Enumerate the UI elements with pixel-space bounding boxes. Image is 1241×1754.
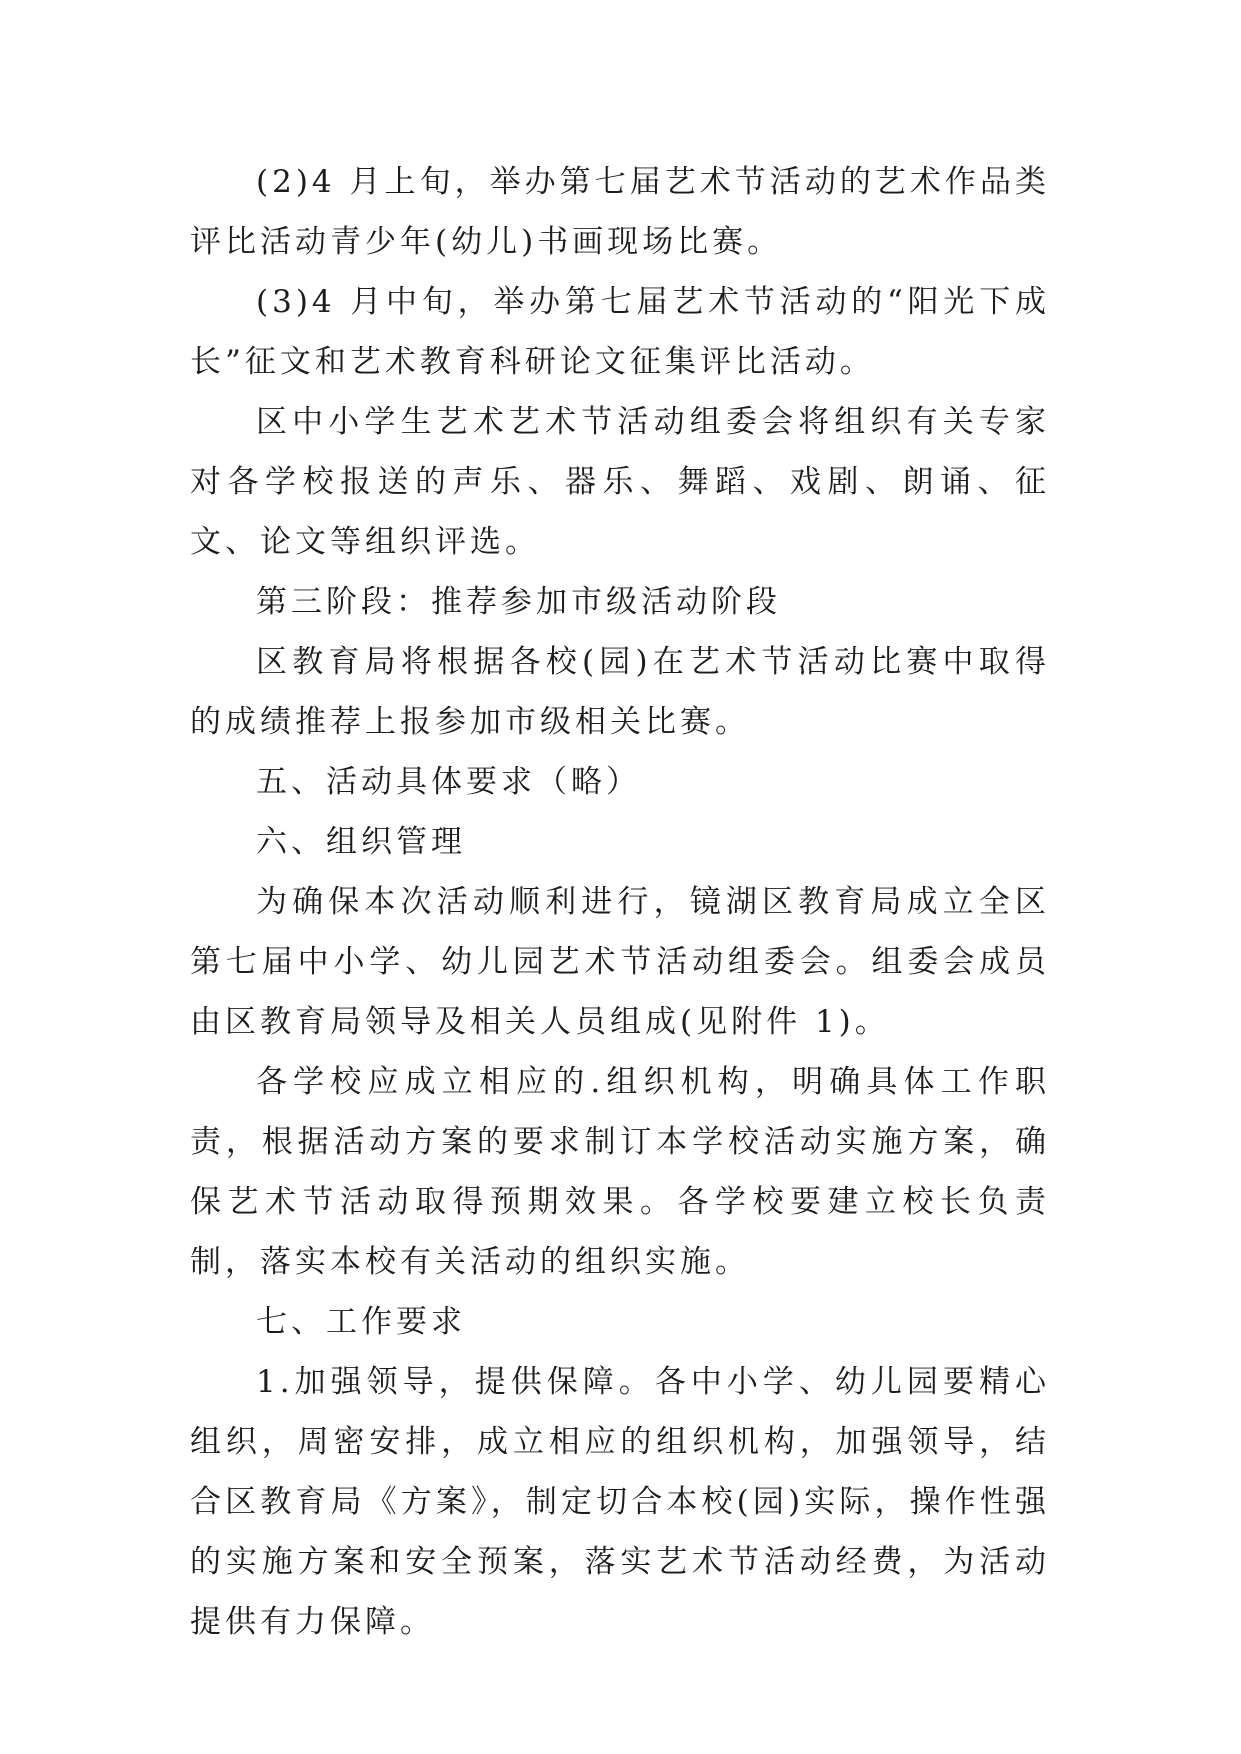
paragraph-organizing-committee: 为确保本次活动顺利进行，镜湖区教育局成立全区第七届中小学、幼儿园艺术节活动组委会。组委会成员由区教育局领导及相关人员组成(见附件 1)。 <box>190 884 1050 1040</box>
paragraph-item-3-schedule: (3)4 月中旬，举办第七届艺术节活动的“阳光下成长”征文和艺术教育科研论文征集评比活动。 <box>190 284 1050 380</box>
document-body <box>190 152 1050 1652</box>
paragraph-item-2-schedule: (2)4 月上旬，举办第七届艺术节活动的艺术作品类评比活动青少年(幼儿)书画现场比赛。 <box>190 164 1050 260</box>
paragraph-committee-evaluation: 区中小学生艺术艺术节活动组委会将组织有关专家对各学校报送的声乐、器乐、舞蹈、戏剧、朗诵、征文、论文等组织评选。 <box>190 404 1050 560</box>
section-seven-heading: 七、工作要求 <box>256 1304 466 1340</box>
section-six-heading: 六、组织管理 <box>256 824 466 860</box>
paragraph-recommendation: 区教育局将根据各校(园)在艺术节活动比赛中取得的成绩推荐上报参加市级相关比赛。 <box>190 644 1050 740</box>
paragraph-work-requirement-1: 1.加强领导，提供保障。各中小学、幼儿园要精心组织，周密安排，成立相应的组织机构，加强领导，结合区教育局《方案》，制定切合本校(园)实际，操作性强的实施方案和安全预案，落实艺术节活动经费，为活动提供有力保障。 <box>190 1364 1050 1640</box>
paragraph-school-organization: 各学校应成立相应的.组织机构，明确具体工作职责，根据活动方案的要求制订本学校活动实施方案，确保艺术节活动取得预期效果。各学校要建立校长负责制，落实本校有关活动的组织实施。 <box>190 1064 1050 1280</box>
stage-three-heading: 第三阶段：推荐参加市级活动阶段 <box>256 584 781 620</box>
section-five-heading: 五、活动具体要求（略） <box>256 764 641 800</box>
